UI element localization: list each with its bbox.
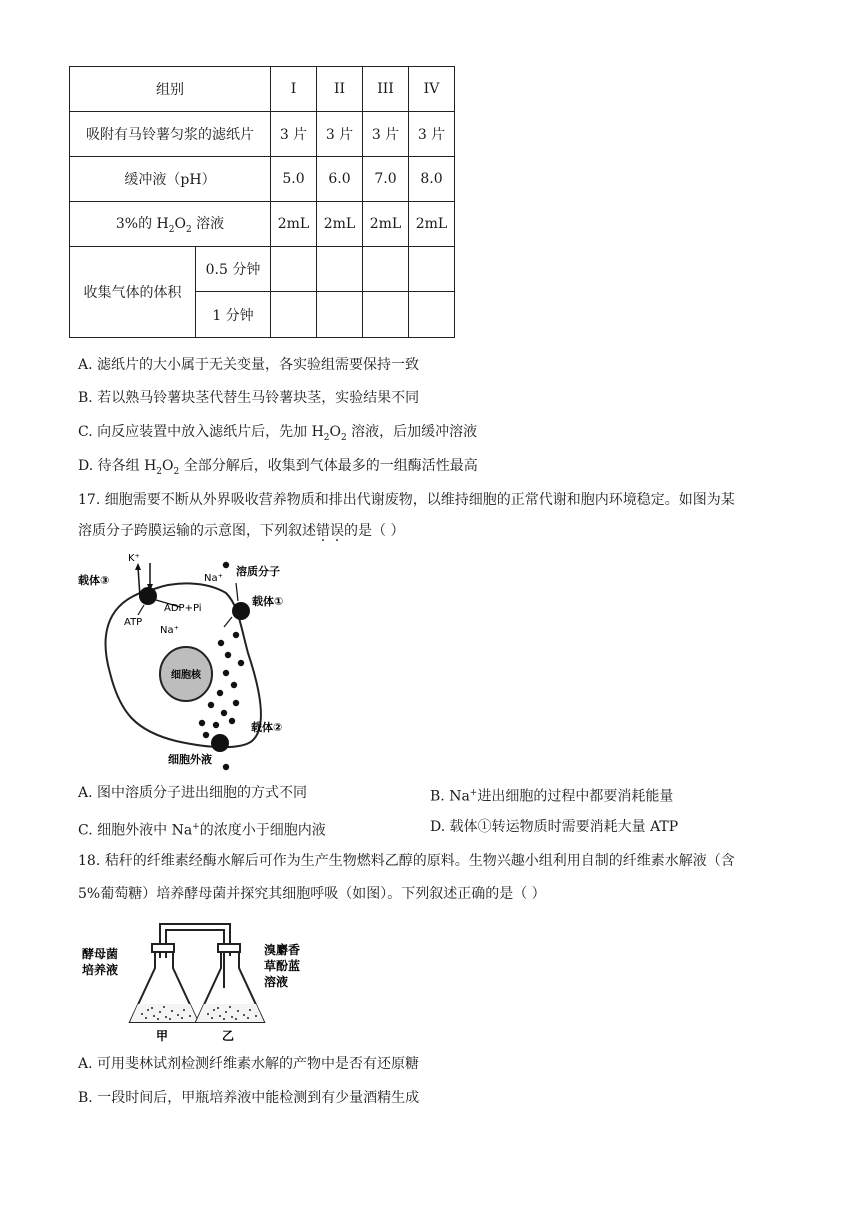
table-row xyxy=(70,202,455,247)
q17-option-d: D. 载体①转运物质时需要消耗大量 ATP xyxy=(430,819,679,835)
carrier2-label: 载体② xyxy=(251,721,283,734)
arrow-atp xyxy=(138,605,144,615)
group-header: III xyxy=(363,67,409,112)
arrow-carrier1 xyxy=(236,583,238,601)
carrier3-label: 载体③ xyxy=(78,574,110,587)
table-cell: 6.0 xyxy=(317,157,363,202)
table-header-label: 组别 xyxy=(70,67,271,112)
time-label: 1 分钟 xyxy=(196,292,271,338)
table-row xyxy=(70,247,455,292)
atp-label: ATP xyxy=(124,617,143,628)
table-cell xyxy=(409,292,455,338)
stopper-2 xyxy=(218,944,240,952)
table-cell xyxy=(271,247,317,292)
nucleus-label: 细胞核 xyxy=(171,670,201,681)
carrier-3 xyxy=(139,587,157,605)
carrier-1 xyxy=(232,602,250,620)
table-cell: 8.0 xyxy=(409,157,455,202)
q17-option-a: A. 图中溶质分子进出细胞的方式不同 xyxy=(78,785,308,801)
row-label: 3%的 $H_2O_2$ 溶液 xyxy=(70,202,271,247)
table-cell xyxy=(317,292,363,338)
carrier1-label: 载体① xyxy=(252,595,284,608)
btb-label-3: 溶液 xyxy=(264,975,289,989)
solute-label: 溶质分子 xyxy=(236,565,280,578)
table-cell xyxy=(271,292,317,338)
table-cell: 3 片 xyxy=(271,112,317,157)
table-cell: 3 片 xyxy=(409,112,455,157)
table-cell xyxy=(363,292,409,338)
k-ion-label: K⁺ xyxy=(128,553,140,564)
table-cell: 3 片 xyxy=(363,112,409,157)
table-cell xyxy=(317,247,363,292)
q16-option-c: C. 向反应装置中放入滤纸片后，先加 $H_2O_2$ 溶液，后加缓冲溶液 xyxy=(78,424,478,443)
table-cell: 2mL xyxy=(409,202,455,247)
group-header: IV xyxy=(409,67,455,112)
extracellular-label: 细胞外液 xyxy=(168,753,212,766)
table-cell: 2mL xyxy=(363,202,409,247)
q16-option-d: D. 待各组 $H_2O_2$ 全部分解后，收集到气体最多的一组酶活性最高 xyxy=(78,458,478,477)
row-label: 缓冲液（pH） xyxy=(70,157,271,202)
table-cell xyxy=(409,247,455,292)
na-mid-label: Na⁺ xyxy=(160,625,179,636)
table-row xyxy=(70,157,455,202)
arrow-k-out xyxy=(138,567,140,597)
arrow-carrier1-in xyxy=(224,617,232,627)
q17-option-b: B. Na+进出细胞的过程中都要消耗能量 xyxy=(430,788,674,805)
q18-option-b: B. 一段时间后，甲瓶培养液中能检测到有少量酒精生成 xyxy=(78,1090,420,1106)
arrow-head xyxy=(135,563,141,570)
adp-label: ADP+Pi xyxy=(164,603,202,614)
q18-stem-line1: 18. 秸秆的纤维素经酶水解后可作为生产生物燃料乙醇的原料。生物兴趣小组利用自制的纤维素水解液（含 xyxy=(78,853,735,869)
q18-option-a: A. 可用斐林试剂检测纤维素水解的产物中是否有还原糖 xyxy=(78,1056,420,1072)
table-cell: 2mL xyxy=(317,202,363,247)
table-cell: 2mL xyxy=(271,202,317,247)
experiment-table xyxy=(69,66,455,338)
btb-label-1: 溴麝香 xyxy=(264,943,301,957)
table-cell xyxy=(363,247,409,292)
q18-stem-line2: 5%葡萄糖）培养酵母菌并探究其细胞呼吸（如图）。下列叙述正确的是（ ） xyxy=(78,886,546,902)
q16-option-b: B. 若以熟马铃薯块茎代替生马铃薯块茎，实验结果不同 xyxy=(78,390,420,406)
q17-stem-line1: 17. 细胞需要不断从外界吸收营养物质和排出代谢废物，以维持细胞的正常代谢和胞内环境稳定。如图为某 xyxy=(78,492,735,508)
yeast-label-1: 酵母菌 xyxy=(82,947,119,961)
group-header: II xyxy=(317,67,363,112)
flask-1-name: 甲 xyxy=(156,1029,169,1043)
group-header: I xyxy=(271,67,317,112)
row-label: 吸附有马铃薯匀浆的滤纸片 xyxy=(70,112,271,157)
table-cell: 7.0 xyxy=(363,157,409,202)
membrane-transport-figure xyxy=(76,553,320,775)
q17-option-c: C. 细胞外液中 Na+的浓度小于细胞内液 xyxy=(78,822,326,839)
carrier-2 xyxy=(211,734,229,752)
q16-option-a: A. 滤纸片的大小属于无关变量，各实验组需要保持一致 xyxy=(78,357,420,373)
q17-stem-line2: 溶质分子跨膜运输的示意图，下列叙述错误的是（ ） xyxy=(78,523,405,539)
flask-2-name: 乙 xyxy=(222,1029,235,1043)
table-header-row xyxy=(70,67,455,112)
yeast-label-2: 培养液 xyxy=(82,963,119,977)
stopper-1 xyxy=(152,944,174,952)
table-cell: 3 片 xyxy=(317,112,363,157)
flask-apparatus-figure xyxy=(82,918,302,1046)
table-row xyxy=(70,112,455,157)
table-cell: 5.0 xyxy=(271,157,317,202)
row-label: 收集气体的体积 xyxy=(70,247,196,338)
time-label: 0.5 分钟 xyxy=(196,247,271,292)
na-top-label: Na⁺ xyxy=(204,573,223,584)
btb-label-2: 草酚蓝 xyxy=(264,959,301,973)
